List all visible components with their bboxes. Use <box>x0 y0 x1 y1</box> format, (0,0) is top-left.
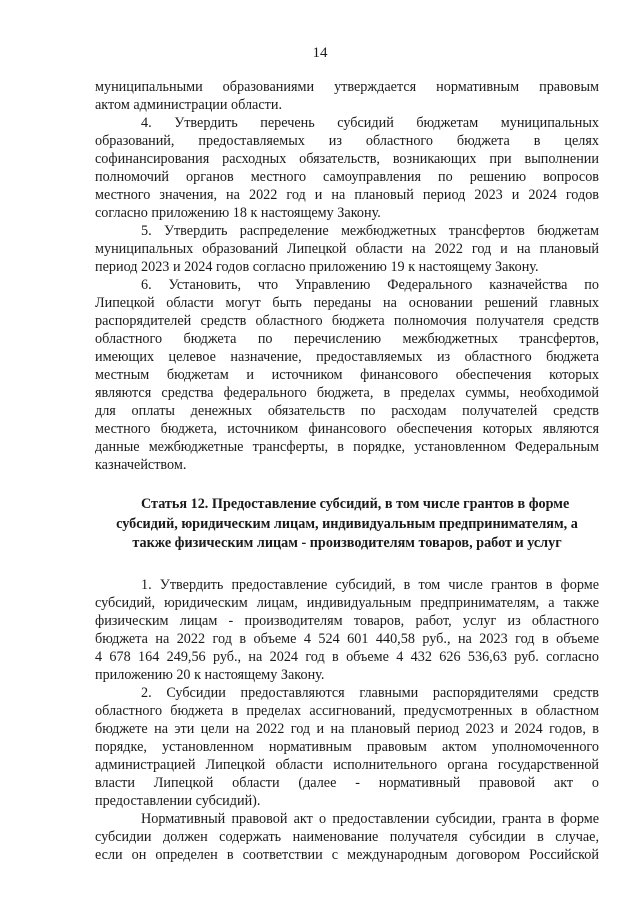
text-line: 4. Утвердить перечень субсидий бюджетам муниципальных <box>141 115 599 131</box>
text-line: период 2023 и 2024 годов согласно приложению 19 к настоящему Закону. <box>95 259 539 275</box>
text-line: софинансирования расходных обязательств, возникающих при выполнении <box>95 151 599 167</box>
text-line: администрацией Липецкой области исполнительного органа государственной <box>95 756 599 773</box>
text-line: приложению 20 к настоящему Закону. <box>95 666 325 683</box>
text-line: областного бюджета по перечислению межбюджетных трансфертов, <box>95 331 599 347</box>
text-line: субсидии должен содержать наименование получателя субсидии в случае, <box>95 828 599 845</box>
text-line: Липецкой области могут быть переданы на основании решений главных <box>95 295 599 311</box>
text-line: субсидий, юридическим лицам, индивидуальным предпринимателям, а также <box>95 594 599 611</box>
text-line: муниципальными образованиями утверждается нормативным правовым <box>95 79 599 95</box>
text-line: 1. Утвердить предоставление субсидий, в том числе грантов в форме <box>141 576 599 593</box>
text-line: предоставлении субсидий). <box>95 792 261 809</box>
text-line: муниципальных образований Липецкой области на 2022 год и на плановый <box>95 241 599 257</box>
text-line: данные межбюджетные трансферты, в порядке, установленном Федеральным <box>95 439 599 455</box>
text-line: 2. Субсидии предоставляются главными распорядителями средств <box>141 684 599 701</box>
text-line: 6. Установить, что Управлению Федерального казначейства по <box>141 277 599 293</box>
text-line: согласно приложению 18 к настоящему Закону. <box>95 205 381 221</box>
paragraph-item-6 <box>95 276 599 474</box>
article-heading <box>95 495 599 554</box>
text-line: полномочий органов местного самоуправления по решению вопросов <box>95 169 599 185</box>
text-line: бюджета на 2022 год в объеме 4 524 601 440,58 руб., на 2023 год в объеме <box>95 630 599 647</box>
text-line: имеющих целевое назначение, предоставляемых из областного бюджета <box>95 349 599 365</box>
text-line: для оплаты денежных обязательств по расходам получателей средств <box>95 403 599 419</box>
text-line: местного значения, на 2022 год и на плановый период 2023 и 2024 годов <box>95 187 599 203</box>
page-number: 14 <box>312 45 328 61</box>
paragraph-continuation <box>95 78 599 114</box>
paragraph-item-5 <box>95 222 599 276</box>
text-line: местным бюджетам и источником финансового обеспечения которых <box>95 367 599 383</box>
text-line: казначейством. <box>95 457 187 473</box>
text-line: власти Липецкой области (далее - нормативный правовой акт о <box>95 774 599 791</box>
text-line: физическим лицам - производителям товаров, работ, услуг из областного <box>95 612 599 629</box>
article-12-part-2 <box>95 684 599 810</box>
text-line: образований, предоставляемых из областного бюджета в целях <box>95 133 599 149</box>
heading-line: субсидий, юридическим лицам, индивидуальным предпринимателям, а <box>116 515 578 532</box>
text-line: являются средства федерального бюджета, в пределах суммы, необходимой <box>95 385 599 401</box>
text-line: 5. Утвердить распределение межбюджетных трансфертов бюджетам <box>141 223 599 239</box>
article-12-part-1 <box>95 576 599 684</box>
text-line: 4 678 164 249,56 руб., на 2024 год в объеме 4 432 626 536,63 руб. согласно <box>95 648 599 665</box>
text-line: областного бюджета в пределах ассигнований, предусмотренных в областном <box>95 702 599 719</box>
text-line: распорядителей средств областного бюджета полномочия получателя средств <box>95 313 599 329</box>
text-line: порядке, установленном нормативным правовым актом уполномоченного <box>95 738 599 755</box>
heading-line: также физическим лицам - производителям товаров, работ и услуг <box>132 535 562 551</box>
text-line: актом администрации области. <box>95 97 282 113</box>
article-12-part-3 <box>95 810 599 864</box>
text-line: бюджете на эти цели на 2022 год и на плановый период 2023 и 2024 годов, в <box>95 720 599 737</box>
text-line: местного бюджета, источником финансового обеспечения которых являются <box>95 421 599 437</box>
text-line: Нормативный правовой акт о предоставлении субсидии, гранта в форме <box>141 810 599 827</box>
heading-line: Статья 12. Предоставление субсидий, в том числе грантов в форме <box>141 496 570 512</box>
paragraph-item-4 <box>95 114 599 222</box>
text-line: если он определен в соответствии с международным договором Российской <box>95 846 599 863</box>
document-body <box>95 78 599 864</box>
